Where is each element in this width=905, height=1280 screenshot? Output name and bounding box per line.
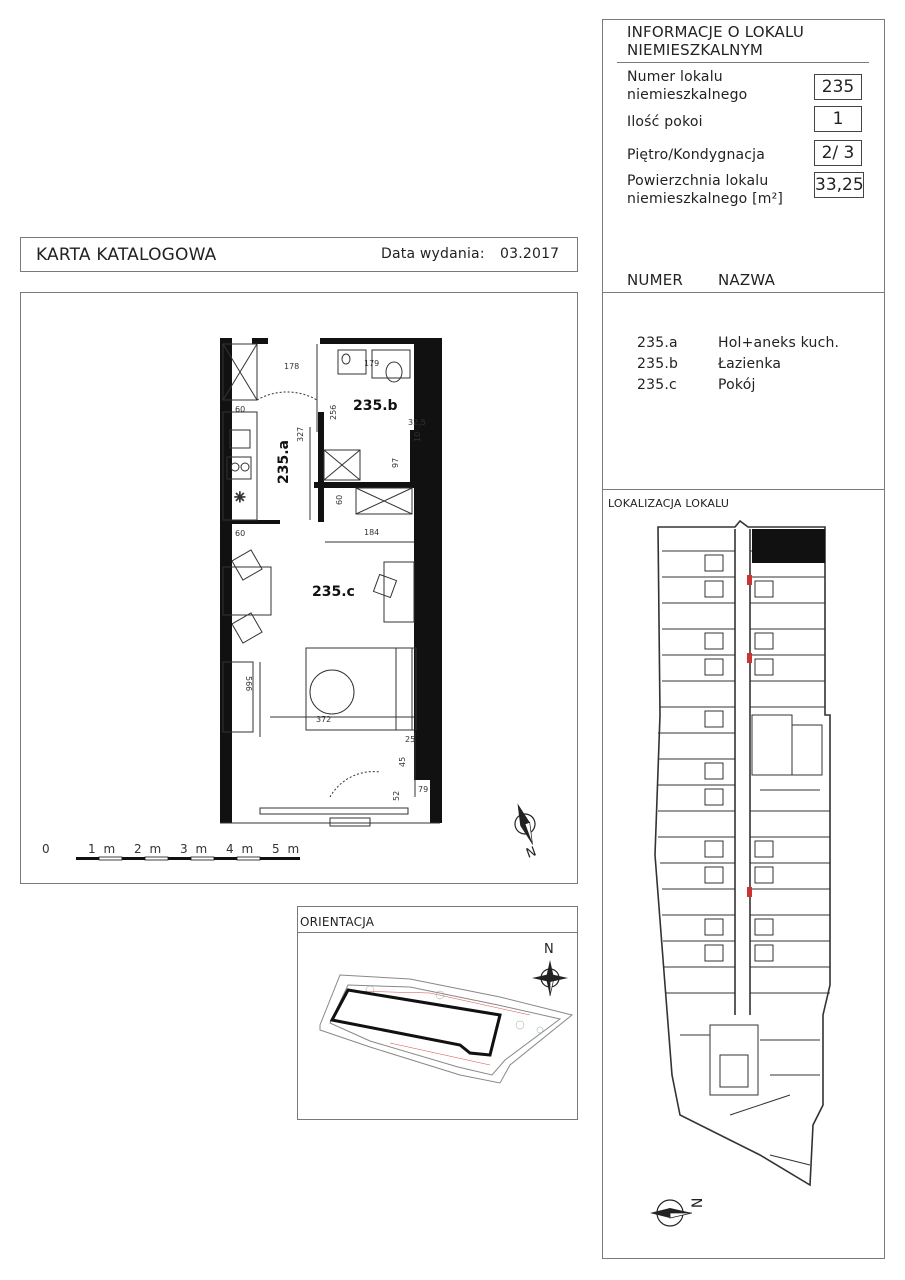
svg-text:✳: ✳ xyxy=(234,490,246,506)
area-label-line1: Powierzchnia lokalu xyxy=(627,173,769,189)
info-title-line1: INFORMACJE O LOKALU xyxy=(627,23,805,41)
dim-label: 10 xyxy=(413,431,422,442)
floor-value: 2/ 3 xyxy=(814,140,862,166)
location-plan xyxy=(610,515,880,1255)
rooms-value: 1 xyxy=(814,106,862,132)
dim-label: 45 xyxy=(398,756,407,767)
dim-label: 60 xyxy=(235,529,246,538)
north-arrow-icon xyxy=(648,1188,708,1238)
divider xyxy=(602,489,885,490)
dim-label: 256 xyxy=(329,404,338,420)
col-number-header: NUMER xyxy=(627,271,684,289)
room-number: 235.c xyxy=(637,377,677,393)
info-title-line2: NIEMIESZKALNYM xyxy=(627,41,764,59)
dim-label: 32,5 xyxy=(408,418,426,427)
area-value: 33,25 xyxy=(814,172,864,198)
orientation-title: ORIENTACJA xyxy=(300,915,375,929)
date-value: 03.2017 xyxy=(500,246,560,262)
orientation-north-label: N xyxy=(544,942,554,957)
col-name-header: NAZWA xyxy=(718,271,776,289)
room-a-label: 235.a xyxy=(276,440,292,484)
divider xyxy=(602,292,885,293)
dim-label: 327 xyxy=(296,426,305,442)
rooms-label: Ilość pokoi xyxy=(627,114,703,130)
divider xyxy=(617,62,869,63)
date-label: Data wydania: xyxy=(381,246,485,262)
location-title: LOKALIZACJA LOKALU xyxy=(608,497,730,510)
card-title: KARTA KATALOGOWA xyxy=(36,245,217,265)
room-name: Pokój xyxy=(718,377,756,393)
dim-label: 25 xyxy=(405,735,416,744)
dim-label: 60 xyxy=(335,494,344,505)
scale-label: 4 m xyxy=(226,842,256,856)
dim-label: 97 xyxy=(391,457,400,468)
scale-label: 3 m xyxy=(180,842,210,856)
dim-label: 52 xyxy=(392,790,401,801)
scale-label: 2 m xyxy=(134,842,164,856)
room-number: 235.b xyxy=(637,356,679,372)
room-c-label: 235.c xyxy=(312,584,355,600)
area-label-line2: niemieszkalnego [m²] xyxy=(627,191,784,207)
room-b-label: 235.b xyxy=(353,398,398,414)
room-name: Łazienka xyxy=(718,356,782,372)
room-name: Hol+aneks kuch. xyxy=(718,335,840,351)
dim-label: 179 xyxy=(364,359,380,368)
highlighted-unit xyxy=(752,529,825,563)
number-label-line2: niemieszkalnego xyxy=(627,87,748,103)
location-north-label: N xyxy=(687,1197,704,1209)
scale-label: 5 m xyxy=(272,842,302,856)
scale-label: 1 m xyxy=(88,842,118,856)
dim-label: 184 xyxy=(364,528,380,537)
dim-label: 372 xyxy=(316,715,332,724)
floor-label: Piętro/Kondygnacja xyxy=(627,147,766,163)
number-value: 235 xyxy=(814,74,862,100)
dim-label: 79 xyxy=(418,785,429,794)
floor-plan xyxy=(20,292,578,884)
scale-label: 0 xyxy=(42,842,52,856)
north-arrow-icon xyxy=(530,958,570,998)
plan-north-label: N xyxy=(524,844,539,862)
north-arrow-icon xyxy=(508,800,542,848)
divider xyxy=(297,932,578,933)
dim-label: 566 xyxy=(244,676,253,692)
room-number: 235.a xyxy=(637,335,678,351)
number-label-line1: Numer lokalu xyxy=(627,69,723,85)
dim-label: 60 xyxy=(235,405,246,414)
dim-label: 178 xyxy=(284,362,300,371)
